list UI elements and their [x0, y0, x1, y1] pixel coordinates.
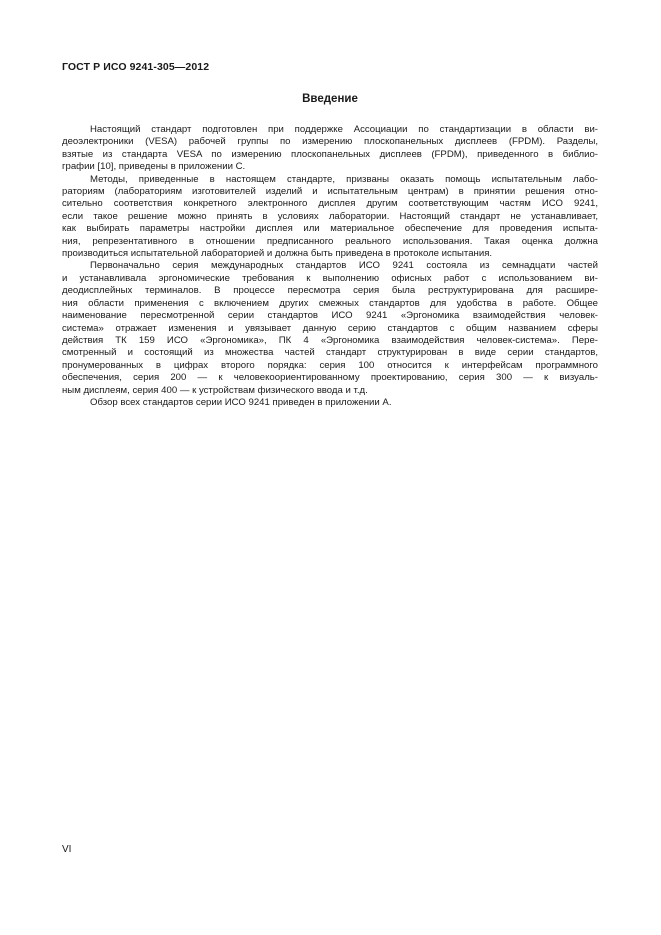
text-line: сительно соответствия конкретного электронного дисплея другим соответствующим частям ИСО 9241, — [62, 198, 598, 210]
paragraph — [62, 124, 598, 174]
text-line: Первоначально серия международных стандартов ИСО 9241 состояла из семнадцати частей — [90, 260, 598, 272]
text-line: пронумерованных в цифрах второго порядка: серия 100 относится к интерфейсам программного — [62, 359, 598, 371]
text-line: деодисплейных терминалов. В процессе пересмотра серия была реструктурирована для расшире- — [62, 285, 598, 297]
text-line: деоэлектроники (VESA) рабочей группы по измерению плоскопанельных дисплеев (FPDM). Разделы, — [62, 136, 598, 148]
paragraph — [62, 174, 598, 261]
document-standard-id: ГОСТ Р ИСО 9241-305—2012 — [62, 61, 210, 73]
document-body — [62, 124, 598, 409]
paragraph — [62, 397, 598, 409]
text-line: смотренный и состоящий из множества частей стандарт структурирован в виде серии стандартов, — [62, 347, 598, 359]
text-line: как выбирать параметры настройки дисплея или материальное обеспечение для проведения испыта- — [62, 223, 598, 235]
text-line: система» отражает изменения и увязывает данную серию стандартов с общим названием сферы — [62, 322, 598, 334]
text-line: раториям (лабораториям изготовителей изделий и испытательным центрам) в принятии решения отно- — [62, 186, 598, 198]
text-line: взятые из стандарта VESA по измерению плоскопанельных дисплеев (FPDM), приведенного в библио- — [62, 148, 598, 160]
section-title: Введение — [302, 93, 358, 105]
text-line: Обзор всех стандартов серии ИСО 9241 приведен в приложении А. — [90, 396, 392, 408]
text-line: действия ТК 159 ИСО «Эргономика», ПК 4 «Эргономика взаимодействия человек-система». Пере- — [62, 334, 598, 346]
text-line: ным дисплеям, серия 400 — к устройствам физического ввода и т.д. — [62, 384, 368, 396]
text-line: ния области применения с включением других смежных стандартов для удобства в работе. Общее — [62, 297, 598, 309]
page-number: VI — [62, 844, 72, 855]
text-line: наименование пересмотренной серии стандартов ИСО 9241 «Эргономика взаимодействия человек- — [62, 310, 598, 322]
text-line: и устанавливала эргономические требования к выполнению офисных работ с использованием ви- — [62, 272, 598, 284]
text-line: Настоящий стандарт подготовлен при поддержке Ассоциации по стандартизации в области ви- — [90, 124, 598, 135]
text-line: производиться испытательной лабораторией и должна быть приведена в протоколе испытания. — [62, 248, 493, 260]
text-line: обеспечения, серия 200 — к человекоориентированному проектированию, серия 300 — к визуаль- — [62, 372, 598, 384]
text-line: Методы, приведенные в настоящем стандарте, призваны оказать помощь испытательным лабо- — [90, 173, 598, 185]
text-line: ния, репрезентативного в отношении предписанного реального использования. Такая оценка должна — [62, 235, 598, 247]
text-line: графии [10], приведены в приложении С. — [62, 161, 246, 173]
text-line: если такое решение можно принять в условиях лаборатории. Настоящий стандарт не устанавливает, — [62, 210, 598, 222]
paragraph — [62, 260, 598, 396]
